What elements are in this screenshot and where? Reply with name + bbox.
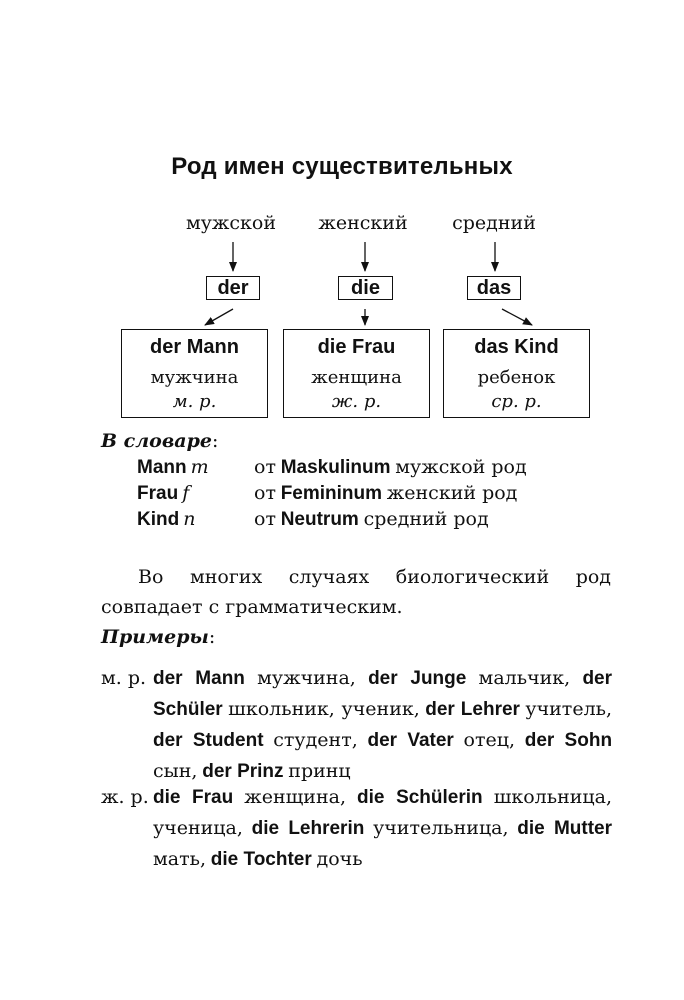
card-neuter (443, 329, 590, 418)
card-masculine (121, 329, 268, 418)
gender-label-neuter: средний (452, 212, 536, 234)
examples-feminine: ж. р. die Frau женщина, die Schülerin школьница, ученица, die Lehrerin учительница, die Mutter мать, die Tochter дочь (101, 782, 612, 875)
card-feminine (283, 329, 430, 418)
card-noun: der Mann (150, 336, 239, 358)
article-box-der: der (206, 276, 260, 300)
card-translation: женщина (311, 367, 402, 388)
dictionary-row: Frau f от Femininum женский род (137, 482, 518, 504)
dictionary-heading: В словаре: (101, 430, 219, 452)
gender-label-masculine: мужской (185, 212, 277, 234)
card-abbreviation: ср. р. (491, 391, 542, 412)
article-box-das: das (467, 276, 521, 300)
card-translation: мужчина (150, 367, 239, 388)
examples-masculine: м. р. der Mann мужчина, der Junge мальчик, der Schüler школьник, ученик, der Lehrer учитель, der Student студент, der Vater отец, der Sohn сын, der Prinz принц (101, 663, 612, 787)
gender-tag: ж. р. (101, 786, 149, 808)
arrow-das-to-card (502, 309, 532, 325)
page-title: Род имен существительных (171, 153, 513, 180)
arrow-der-to-card (205, 309, 233, 325)
gender-tag: м. р. (101, 667, 147, 689)
body-paragraph: Во многих случаях биологический род совпадает с грамматическим. (101, 566, 611, 618)
card-abbreviation: ж. р. (331, 391, 382, 412)
gender-label-feminine: женский (318, 212, 408, 234)
article-box-die: die (338, 276, 393, 300)
card-abbreviation: м. р. (172, 391, 217, 412)
card-noun: das Kind (474, 336, 559, 358)
card-noun: die Frau (317, 336, 396, 358)
dictionary-row: Mann m от Maskulinum мужской род (137, 456, 527, 478)
examples-heading: Примеры: (101, 626, 216, 648)
dictionary-row: Kind n от Neutrum средний род (137, 508, 489, 530)
card-translation: ребенок (477, 367, 556, 388)
